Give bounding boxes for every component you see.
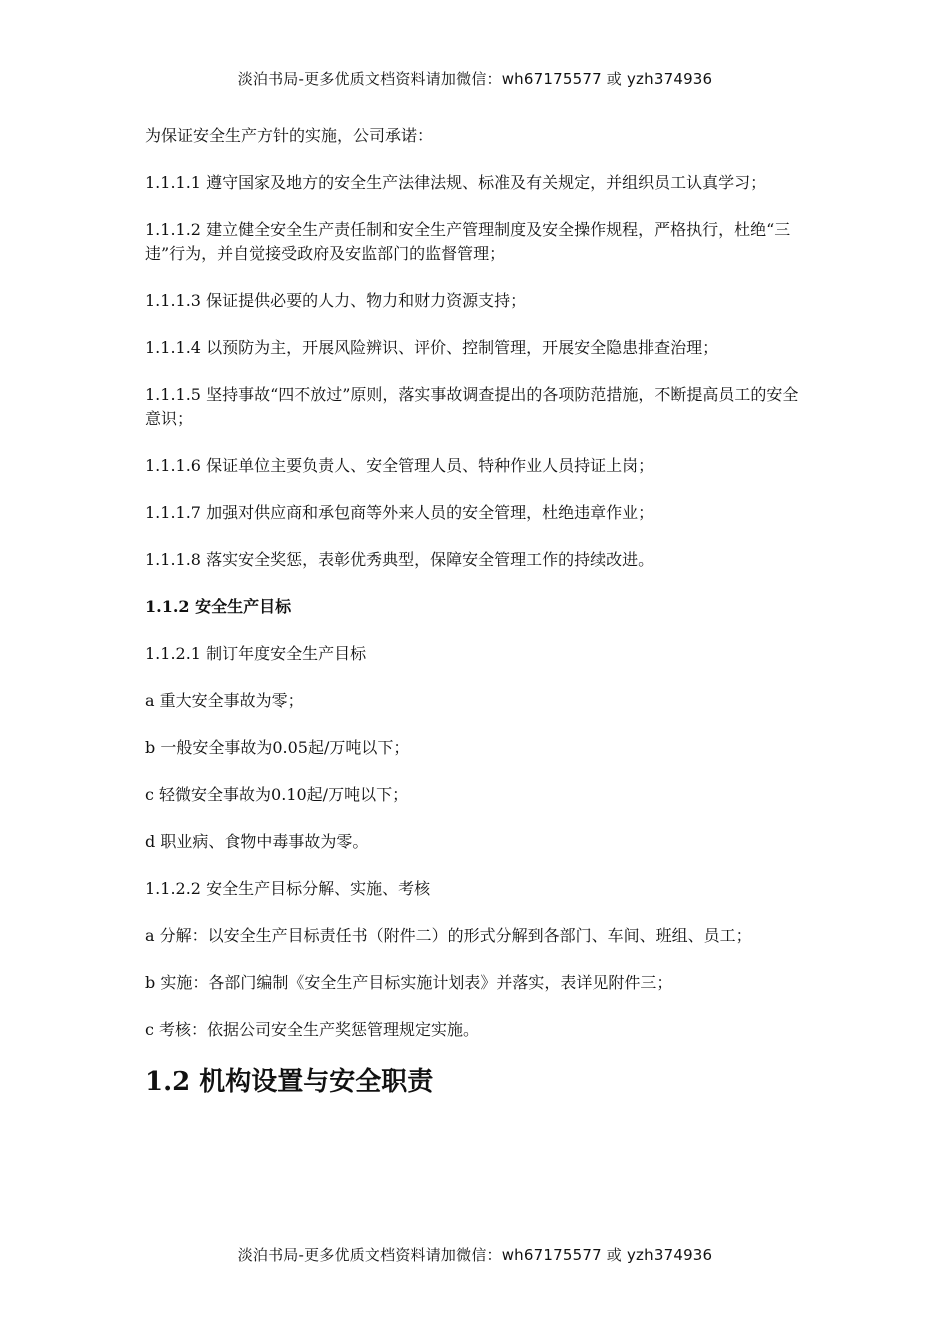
commitment-item: 1.1.1.3 保证提供必要的人力、物力和财力资源支持； — [145, 291, 527, 310]
breakdown-title: 1.1.2.2 安全生产目标分解、实施、考核 — [145, 879, 431, 898]
commitment-item: 1.1.1.6 保证单位主要负责人、安全管理人员、特种作业人员持证上岗； — [145, 456, 655, 475]
annual-goals-title: 1.1.2.1 制订年度安全生产目标 — [145, 644, 367, 663]
section-heading: 1.2 机构设置与安全职责 — [145, 1067, 434, 1097]
commitment-item: 1.1.1.7 加强对供应商和承包商等外来人员的安全管理，杜绝违章作业； — [145, 503, 655, 522]
document-body — [145, 124, 810, 1099]
breakdown-item: b 实施：各部门编制《安全生产目标实施计划表》并落实，表详见附件三； — [145, 973, 673, 992]
commitment-item: 1.1.1.1 遵守国家及地方的安全生产法律法规、标准及有关规定，并组织员工认真学习； — [145, 173, 767, 192]
page-header-watermark: 淡泊书局-更多优质文档资料请加微信：wh67175577 或 yzh374936 — [237, 70, 713, 88]
goals-heading: 1.1.2 安全生产目标 — [145, 597, 292, 616]
commitment-item: 1.1.1.5 坚持事故“四不放过”原则，落实事故调查提出的各项防范措施，不断提高员工的安全意识； — [145, 385, 799, 428]
commitment-item: 1.1.1.2 建立健全安全生产责任制和安全生产管理制度及安全操作规程，严格执行，杜绝“三违”行为，并自觉接受政府及安监部门的监督管理； — [145, 220, 791, 263]
commitment-item: 1.1.1.4 以预防为主，开展风险辨识、评价、控制管理，开展安全隐患排查治理； — [145, 338, 719, 357]
breakdown-item: a 分解：以安全生产目标责任书（附件二）的形式分解到各部门、车间、班组、员工； — [145, 926, 752, 945]
annual-goal-item: a 重大安全事故为零； — [145, 691, 304, 710]
annual-goal-item: b 一般安全事故为0.05起/万吨以下； — [145, 738, 410, 757]
annual-goal-item: d 职业病、食物中毒事故为零。 — [145, 832, 369, 851]
intro-paragraph: 为保证安全生产方针的实施，公司承诺： — [145, 126, 434, 145]
page-footer-watermark: 淡泊书局-更多优质文档资料请加微信：wh67175577 或 yzh374936 — [237, 1246, 713, 1264]
commitment-item: 1.1.1.8 落实安全奖惩，表彰优秀典型，保障安全管理工作的持续改进。 — [145, 550, 655, 569]
annual-goal-item: c 轻微安全事故为0.10起/万吨以下； — [145, 785, 409, 804]
breakdown-item: c 考核：依据公司安全生产奖惩管理规定实施。 — [145, 1020, 480, 1039]
